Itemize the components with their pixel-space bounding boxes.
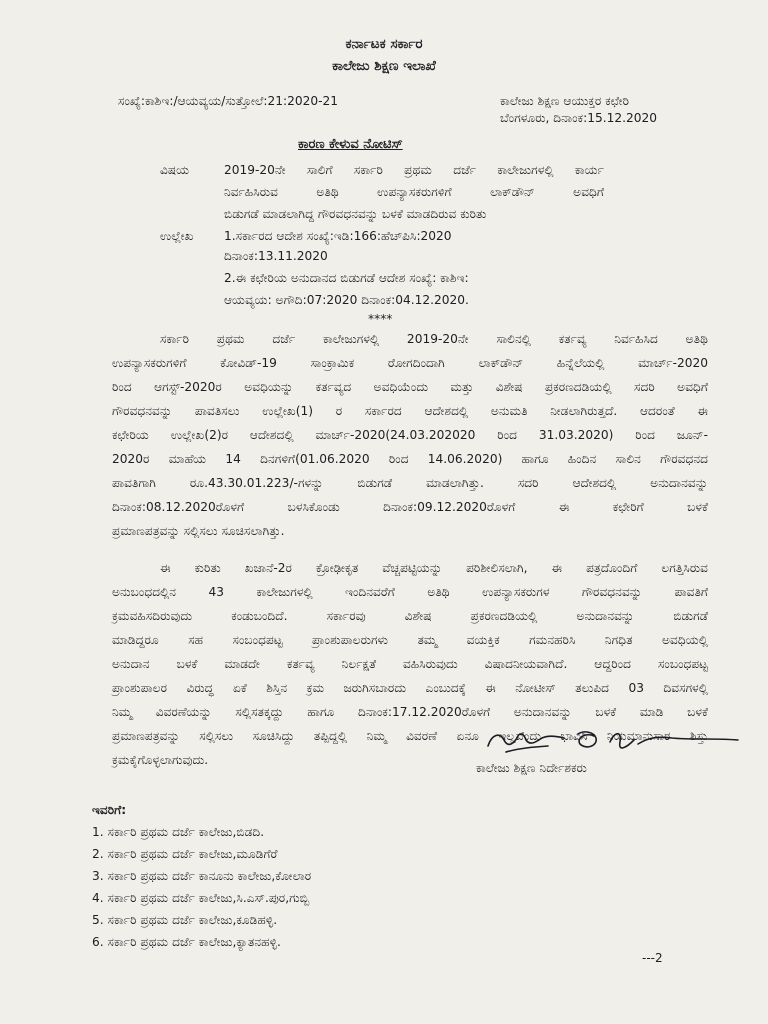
signatory-title: ಕಾಲೇಜು ಶಿಕ್ಷಣ ನಿರ್ದೇಶಕರು (476, 761, 587, 775)
reference-line: 2.ಈ ಕಛೇರಿಯ ಅನುದಾನದ ಬಿಡುಗಡೆ ಆದೇಶ ಸಂಖ್ಯೆ: ಕಾಶಿಇ: (224, 271, 469, 285)
body-line: ಅನುದಾನ ಬಳಕೆ ಮಾಡದೇ ಕರ್ತವ್ಯ ನಿರ್ಲಕ್ಷತೆ ವಹಿಸಿರುವುದು ವಿಷಾದನೀಯವಾಗಿದೆ. ಆದ್ದರಿಂದ ಸಂಬಂಧಪಟ್ಟ (112, 657, 708, 671)
office-name: ಕಾಲೇಜು ಶಿಕ್ಷಣ ಆಯುಕ್ತರ ಕಛೇರಿ (500, 94, 630, 108)
subject-line: 2019-20ನೇ ಸಾಲಿಗೆ ಸರ್ಕಾರಿ ಪ್ರಥಮ ದರ್ಜೆ ಕಾಲೇಜುಗಳಲ್ಲಿ ಕಾರ್ಯ (224, 163, 604, 177)
body-line: ಕಛೇರಿಯ ಉಲ್ಲೇಖ(2)ರ ಆದೇಶದಲ್ಲಿ ಮಾರ್ಚ್-2020(24.03.202020 ರಿಂದ 31.03.2020) ರಿಂದ ಜೂನ್- (112, 428, 708, 442)
page-continuation: ---2 (642, 951, 663, 965)
department-title: ಕಾಲೇಜು ಶಿಕ್ಷಣ ಇಲಾಖೆ (332, 58, 436, 74)
body-line: ನಿಮ್ಮ ವಿವರಣೆಯನ್ನು ಸಲ್ಲಿಸತಕ್ಕದ್ದು ಹಾಗೂ ದಿನಾಂಕ:17.12.2020ರೊಳಗೆ ಅನುದಾನವನ್ನು ಬಳಕೆ ಮಾಡಿ ಬಳಕೆ (112, 705, 708, 719)
subject-label: ವಿಷಯ (160, 163, 190, 177)
place-date: ಬೆಂಗಳೂರು, ದಿನಾಂಕ:15.12.2020 (500, 111, 657, 125)
body-line: ರಿಂದ ಆಗಸ್ಟ್-2020ರ ಅವಧಿಯನ್ನು ಕರ್ತವ್ಯದ ಅವಧಿಯೆಂದು ಮತ್ತು ವಿಶೇಷ ಪ್ರಕರಣದಡಿಯಲ್ಲಿ ಸದರಿ ಅವಧಿಗೆ (112, 380, 708, 394)
references-label: ಉಲ್ಲೇಖ (160, 229, 194, 243)
body-line: ಕ್ರಮವಹಿಸದಿರುವುದು ಕಂಡುಬಂದಿದೆ. ಸರ್ಕಾರವು ವಿಶೇಷ ಪ್ರಕರಣದಡಿಯಲ್ಲಿ ಅನುದಾನವನ್ನು ಬಿಡುಗಡೆ (112, 609, 708, 623)
reference-line: ದಿನಾಂಕ:13.11.2020 (224, 249, 328, 263)
body-line: ಪ್ರಮಾಣಪತ್ರವನ್ನು ಸಲ್ಲಿಸಲು ಸೂಚಿಸಲಾಗಿತ್ತು. (112, 524, 285, 538)
handwritten-signature (486, 726, 742, 762)
body-line: ಗೌರವಧನವನ್ನು ಪಾವತಿಸಲು ಉಲ್ಲೇಖ(1) ರ ಸರ್ಕಾರದ ಆದೇಶದಲ್ಲಿ ಅನುಮತಿ ನೀಡಲಾಗಿರುತ್ತದೆ. ಆದರಂತೆ ಈ (112, 404, 708, 418)
recipient-item: 5. ಸರ್ಕಾರಿ ಪ್ರಥಮ ದರ್ಜೆ ಕಾಲೇಜು,ಕೂಡಿಹಳ್ಳಿ. (92, 913, 278, 927)
body-line: ಉಪನ್ಯಾಸಕರುಗಳಿಗೆ ಕೋವಿಡ್-19 ಸಾಂಕ್ರಾಮಿಕ ರೋಗದಿಂದಾಗಿ ಲಾಕ್‌ಡೌನ್ ಹಿನ್ನೆಲೆಯಲ್ಲಿ ಮಾರ್ಚ್-2020 (112, 356, 708, 370)
notice-title: ಕಾರಣ ಕೇಳುವ ನೋಟಿಸ್ (298, 137, 403, 152)
body-line: ಅನುಬಂಧದಲ್ಲಿನ 43 ಕಾಲೇಜುಗಳಲ್ಲಿ ಇಂದಿನವರೆಗೆ ಅತಿಥಿ ಉಪನ್ಯಾಸಕರುಗಳ ಗೌರವಧನವನ್ನು ಪಾವತಿಗೆ (112, 585, 708, 599)
body-line: ಪ್ರಾಂಶುಪಾಲರ ವಿರುದ್ಧ ಏಕೆ ಶಿಸ್ತಿನ ಕ್ರಮ ಜರುಗಿಸಬಾರದು ಎಂಬುದಕ್ಕೆ ಈ ನೋಟೀಸ್ ತಲುಪಿದ 03 ದಿವಸಗಳಲ್ಲಿ (112, 681, 708, 695)
recipient-item: 3. ಸರ್ಕಾರಿ ಪ್ರಥಮ ದರ್ಜೆ ಕಾನೂನು ಕಾಲೇಜು,ಕೋಲಾರ (92, 869, 312, 883)
reference-line: 1.ಸರ್ಕಾರದ ಆದೇಶ ಸಂಖ್ಯೆ:ಇಡಿ:166:ಹೆಚ್‌ಪಿಸಿ:2020 (224, 229, 452, 243)
body-line: 2020ರ ಮಾಹೆಯ 14 ದಿನಗಳಿಗೆ(01.06.2020 ರಿಂದ 14.06.2020) ಹಾಗೂ ಹಿಂದಿನ ಸಾಲಿನ ಗೌರವಧನದ (112, 452, 708, 466)
recipient-item: 4. ಸರ್ಕಾರಿ ಪ್ರಥಮ ದರ್ಜೆ ಕಾಲೇಜು,ಸಿ.ಎಸ್.ಪುರ,ಗುಬ್ಬಿ (92, 891, 310, 905)
recipient-item: 1. ಸರ್ಕಾರಿ ಪ್ರಥಮ ದರ್ಜೆ ಕಾಲೇಜು,ಬಿಡದಿ. (92, 825, 265, 839)
body-line: ಕ್ರಮಕೈಗೊಳ್ಳಲಾಗುವುದು. (112, 753, 209, 767)
body-line: ಮಾಡಿದ್ದರೂ ಸಹ ಸಂಬಂಧಪಟ್ಟ ಪ್ರಾಂಶುಪಾಲರುಗಳು ತಮ್ಮ ವಯಕ್ತಿಕ ಗಮನಹರಿಸಿ ನಿಗಧಿತ ಅವಧಿಯಲ್ಲಿ (112, 633, 708, 647)
subject-line: ನಿರ್ವಹಿಸಿರುವ ಅತಿಥಿ ಉಪನ್ಯಾಸಕರುಗಳಿಗೆ ಲಾಕ್‌ಡೌನ್ ಅವಧಿಗೆ (224, 185, 604, 199)
subject-line: ಬಿಡುಗಡೆ ಮಾಡಲಾಗಿದ್ದ ಗೌರವಧನವನ್ನು ಬಳಕೆ ಮಾಡದಿರುವ ಕುರಿತು (224, 207, 487, 221)
reference-line: ಆಯವ್ಯಯ: ಅಗೌದಿ:07:2020 ದಿನಾಂಕ:04.12.2020. (224, 293, 469, 307)
government-title: ಕರ್ನಾಟಕ ಸರ್ಕಾರ (345, 36, 423, 52)
body-line: ಪಾವತಿಗಾಗಿ ರೂ.43.30.01.223/-ಗಳನ್ನು ಬಿಡುಗಡೆ ಮಾಡಲಾಗಿತ್ತು. ಸದರಿ ಆದೇಶದಲ್ಲಿ ಅನುದಾನವನ್ನು (112, 476, 708, 490)
body-line: ಸರ್ಕಾರಿ ಪ್ರಥಮ ದರ್ಜೆ ಕಾಲೇಜುಗಳಲ್ಲಿ 2019-20ನೇ ಸಾಲಿನಲ್ಲಿ ಕರ್ತವ್ಯ ನಿರ್ವಹಿಸಿದ ಅತಿಥಿ (160, 332, 708, 346)
separator: **** (368, 312, 393, 326)
body-line: ಪ್ರಮಾಣಪತ್ರವನ್ನು ಸಲ್ಲಿಸಲು ಸೂಚಿಸಿದ್ದು ತಪ್ಪಿದ್ದಲ್ಲಿ ನಿಮ್ಮ ವಿವರಣೆ ಏನೂ ಇಲ್ಲವೆಂದು ಭಾವಿಸಿ ನಿಯಮಾನುಸಾರ ಶಿಸ್ತು (112, 729, 708, 743)
reference-number: ಸಂಖ್ಯೆ:ಕಾಶಿಇ:/ಆಯವ್ಯಯ/ಸುತ್ತೋಲೆ:21:2020-21 (118, 94, 339, 108)
recipient-item: 6. ಸರ್ಕಾರಿ ಪ್ರಥಮ ದರ್ಜೆ ಕಾಲೇಜು,ಕ್ಯಾತನಹಳ್ಳಿ. (92, 935, 281, 949)
recipients-heading: ಇವರಿಗೆ: (92, 803, 127, 817)
body-line: ದಿನಾಂಕ:08.12.2020ರೊಳಗೆ ಬಳಸಿಕೊಂಡು ದಿನಾಂಕ:09.12.2020ರೊಳಗೆ ಈ ಕಛೇರಿಗೆ ಬಳಕೆ (112, 500, 708, 514)
body-line: ಈ ಕುರಿತು ಖಜಾನೆ-2ರ ಕ್ರೋಢೀಕೃತ ವೆಚ್ಚಪಟ್ಟಿಯನ್ನು ಪರಿಶೀಲಿಸಲಾಗಿ, ಈ ಪತ್ರದೊಂದಿಗೆ ಲಗತ್ತಿಸಿರುವ (160, 561, 708, 575)
recipient-item: 2. ಸರ್ಕಾರಿ ಪ್ರಥಮ ದರ್ಜೆ ಕಾಲೇಜು,ಮೂಡಿಗೆರೆ (92, 847, 278, 861)
